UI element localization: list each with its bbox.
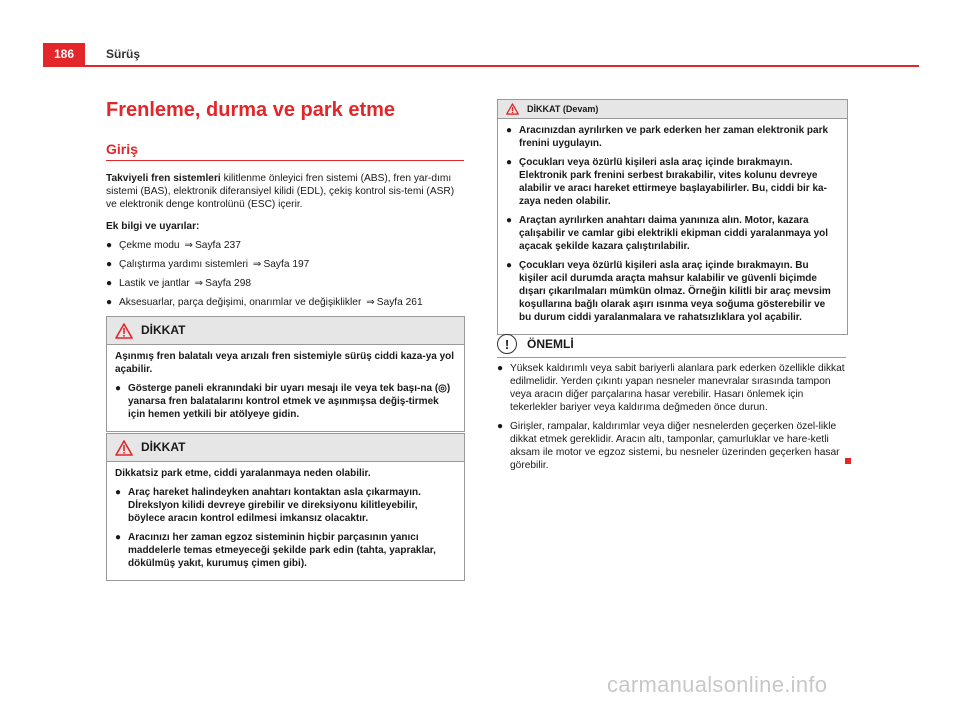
page-number: 186 — [43, 43, 85, 65]
brake-pad-warning-lamp-icon: (◎) — [434, 383, 451, 394]
note-rule — [497, 357, 846, 358]
header-rule — [43, 65, 919, 67]
bullet-icon: ● — [497, 421, 504, 432]
warning-item: ● Araç hareket halindeyken anahtarı kontaktan asla çıkarmayın. DİreksIyon kilidi devreye girebilir ve direksiyonu kilitleyebilir, böylece aracın kontrol edilmesi imkansız olacaktır. — [115, 487, 421, 524]
info-heading: Ek bilgi ve uyarılar: — [106, 221, 200, 232]
warning-body — [498, 119, 847, 334]
warning-lead: Aşınmış fren balatalı veya arızalı fren sistemiyle sürüş ciddi kaza-ya yol açabilir. — [115, 351, 455, 375]
intro-column — [106, 172, 464, 315]
warning-body — [107, 345, 464, 431]
bullet-icon: ● — [115, 383, 122, 394]
warning-box-continued — [497, 99, 848, 335]
note-body — [497, 362, 846, 478]
section-title: Frenleme, durma ve park etme — [106, 99, 396, 121]
arrow-icon: ⇒ — [184, 240, 193, 251]
intro-paragraph — [106, 172, 464, 211]
note-title: ÖNEMLİ — [527, 337, 574, 351]
list-item: ● Aksesuarlar, parça değişimi, onarımlar ve değişiklikler ⇒ Sayfa 261 — [106, 297, 423, 308]
warning-box-parking — [106, 433, 465, 581]
intro-text: kilitlenme önleyici fren sistemi (ABS), fren yar-dımı sistemi (BAS), elektronik diferansiyel kilidi (EDL), çekiş kontrol sis-temi (ASR) ve elektronik denge kontrolünü (ESC) içerir. — [106, 173, 455, 210]
end-of-section-marker — [845, 458, 851, 464]
warning-title: DİKKAT — [141, 323, 186, 337]
bullet-icon: ● — [115, 532, 122, 543]
warning-item: ● Aracınızdan ayrılırken ve park ederken her zaman elektronik park frenini uygulayın. — [506, 125, 829, 149]
bullet-icon: ● — [106, 259, 113, 270]
watermark: carmanualsonline.info — [607, 672, 828, 697]
warning-item: ● Gösterge paneli ekranındaki bir uyarı mesajı ile veya tek başı-na (◎) yanarsa fren balatalarını kontrol etmek ve aşınmışsa değiş-tirmek için hemen yetkili bir atölyeye gidin. — [115, 383, 451, 420]
intro-lead: Takviyeli fren sistemleri — [106, 173, 221, 184]
subsection-title: Giriş — [106, 141, 138, 157]
warning-box-brakes — [106, 316, 465, 432]
warning-item: ● Aracınızı her zaman egzoz sisteminin hiçbir parçasının yanıcı maddelerle temas etmeyeceği şekilde park edin (tahta, yapraklar, dökülmüş yakıt, kurumuş çimen gibi). — [115, 532, 436, 569]
warning-title: DİKKAT — [141, 440, 186, 454]
warning-item: ● Araçtan ayrılırken anahtarı daima yanınıza alın. Motor, kazara çalışabilir ve camlar gibi elektrikli ekipman ciddi yaralanmaya yol açacak şekilde kazara çalıştırılabilir. — [506, 215, 829, 252]
bullet-icon: ● — [506, 260, 513, 271]
page-reference[interactable]: Sayfa 237 — [194, 240, 241, 251]
warning-header — [107, 317, 464, 345]
bullet-icon: ● — [506, 125, 513, 136]
subsection-rule — [106, 160, 464, 161]
note-header — [497, 334, 574, 354]
warning-triangle-icon — [115, 440, 133, 456]
bullet-icon: ● — [106, 240, 113, 251]
arrow-icon: ⇒ — [366, 297, 375, 308]
warning-triangle-icon — [115, 323, 133, 339]
arrow-icon: ⇒ — [194, 278, 204, 289]
page-reference[interactable]: Sayfa 197 — [263, 259, 310, 270]
bullet-icon: ● — [497, 363, 504, 374]
page-reference[interactable]: Sayfa 261 — [376, 297, 423, 308]
warning-item: ● Çocukları veya özürlü kişileri asla araç içinde bırakmayın. Elektronik park frenini serbest bırakabilir, vites kolunu devreye alabilir ve aracı hareket ettirmeye başlayabilirler. Bu, ciddi bir ka-zaya neden olabilir. — [506, 157, 827, 207]
note-item: ● Girişler, rampalar, kaldırımlar veya diğer nesnelerden geçerken özel-likle dikkat etmek gereklidir. Aracın altı, tamponlar, çamurluklar ve hare-ketli aksam ile motor ve egzoz sistemi, bu nesneler üzerinden geçerken hasar görebilir. — [497, 421, 840, 471]
arrow-icon: ⇒ — [252, 259, 262, 270]
page-reference[interactable]: Sayfa 298 — [205, 278, 252, 289]
bullet-icon: ● — [106, 278, 113, 289]
warning-lead: Dikkatsiz park etme, ciddi yaralanmaya neden olabilir. — [115, 468, 371, 479]
warning-header — [107, 434, 464, 462]
warning-item: ● Çocukları veya özürlü kişileri asla araç içinde bırakmayın. Bu kişiler acil durumda araçta mahsur kalabilir ve güvenli biçimde dışarı çıkarılmaları mümkün olmaz. Örneğin kilitli bir araç mevsim koşullarına bağlı olarak aşırı ısınma veya soğuma gösterebilir ve bu durum ciddi yaralanmalara ve rahatsızlıklara yol açabilir. — [506, 260, 831, 323]
list-item: ● Çekme modu ⇒ Sayfa 237 — [106, 240, 241, 251]
bullet-icon: ● — [115, 487, 122, 498]
chapter-title: Sürüş — [106, 47, 141, 61]
exclamation-circle-icon: ! — [497, 334, 517, 354]
bullet-icon: ● — [506, 215, 513, 226]
warning-title: DİKKAT (Devam) — [527, 103, 599, 114]
bullet-icon: ● — [106, 297, 113, 308]
bullet-icon: ● — [506, 157, 513, 168]
list-item: ● Lastik ve jantlar ⇒ Sayfa 298 — [106, 278, 252, 289]
list-item: ● Çalıştırma yardımı sistemleri ⇒ Sayfa 197 — [106, 259, 310, 270]
note-item: ● Yüksek kaldırımlı veya sabit bariyerli alanlara park ederken özellikle dikkat edilmelidir. Yerden çıkıntı yapan nesneler manevralar sırasında tampon veya aracın diğer parçalarına hasar verebilir. Hasarı önlemek için tekerlekler bariyer veya kaldırıma değmeden önce durun. — [497, 363, 845, 413]
warning-body — [107, 462, 464, 580]
warning-header — [498, 100, 847, 119]
warning-triangle-icon — [506, 103, 519, 115]
